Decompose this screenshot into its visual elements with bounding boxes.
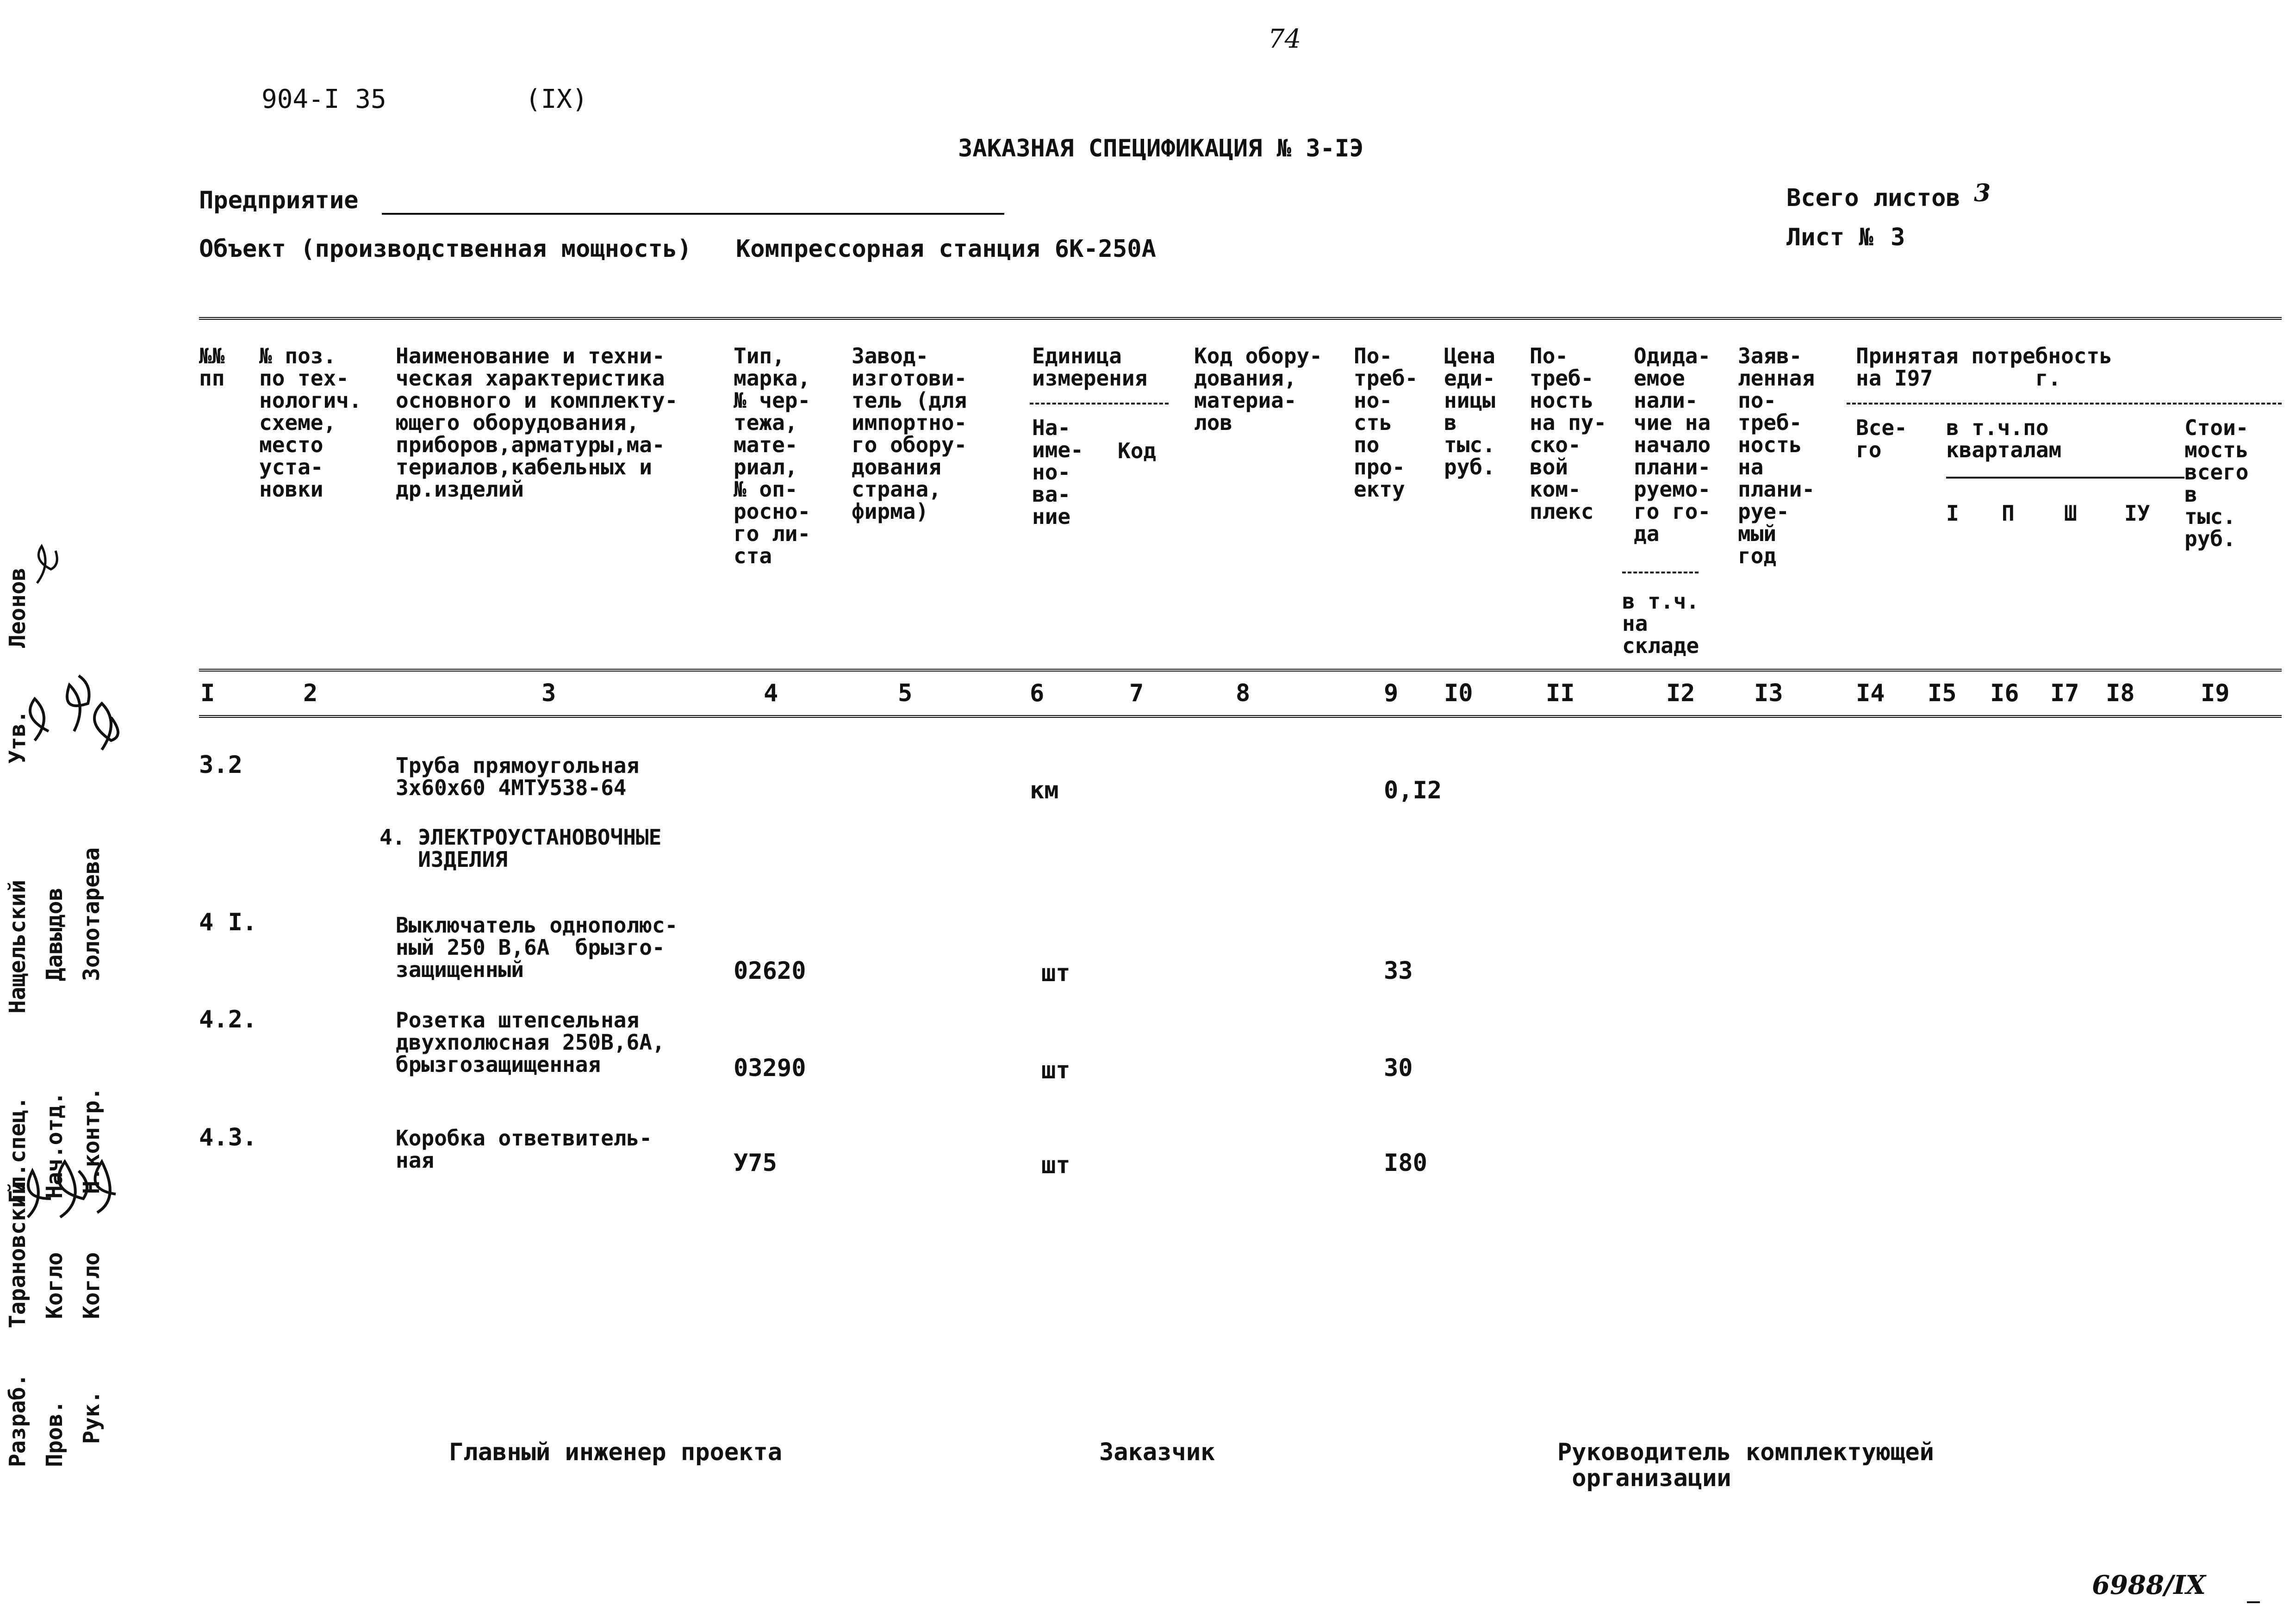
col-header-q1: I xyxy=(1946,501,1959,526)
accepted-group-rule xyxy=(1847,403,2282,404)
col-number-9: 9 xyxy=(1384,679,1399,707)
row-qty: 30 xyxy=(1384,1054,1413,1082)
col-header-10: Цена еди- ницы в тыс. руб. xyxy=(1444,343,1495,479)
stamp-role-approved: Утв. xyxy=(5,710,31,764)
stamp-name-checked: Когло xyxy=(42,1252,68,1319)
col-header-8: Код обору- дования, материа- лов xyxy=(1194,343,1322,435)
col-header-5: Завод- изготови- тель (для импортно- го обору- дования страна, фирма) xyxy=(852,343,967,524)
col-header-7: Код xyxy=(1118,438,1157,463)
document-part: (IX) xyxy=(525,84,588,114)
table-header-rule xyxy=(199,669,2282,672)
col-header-19: Стои- мость всего в тыс. руб. xyxy=(2184,415,2249,551)
row-type: 02620 xyxy=(734,957,806,985)
section-heading: 4. ЭЛЕКТРОУСТАНОВОЧНЫЕ ИЗДЕЛИЯ xyxy=(380,825,662,872)
stamp-role-chief-spec: Гл.спец. xyxy=(5,1096,31,1203)
row-number: 4.2. xyxy=(199,1006,257,1033)
stamp-role-checked: Пров. xyxy=(42,1400,68,1467)
stock-subrule xyxy=(1622,572,1699,573)
chief-engineer-label: Главный инженер проекта xyxy=(449,1438,783,1466)
col-number-10: I0 xyxy=(1444,679,1473,707)
stamp-name-chief-spec: Нащельский xyxy=(5,880,31,1014)
col-header-6: На- име- но- ва- ние xyxy=(1032,415,1083,529)
object-label: Объект (производственная мощность) xyxy=(199,235,692,263)
sheet-label: Лист № xyxy=(1786,224,1873,251)
document-code: 904-I 35 xyxy=(261,84,386,114)
stamp-name-approved: Леонов xyxy=(5,567,31,648)
col-number-17: I7 xyxy=(2050,679,2079,707)
col-number-2: 2 xyxy=(303,679,318,707)
row-unit: шт xyxy=(1041,959,1070,987)
signature-scribbles xyxy=(9,532,130,1388)
object-value: Компрессорная станция 6К-250А xyxy=(736,235,1156,263)
stamp-role-dept-head: Нач.отд. xyxy=(42,1091,68,1199)
sheet-value: 3 xyxy=(1891,224,1905,251)
enterprise-underline xyxy=(382,213,1004,215)
unit-group-rule xyxy=(1030,403,1169,404)
document-title: ЗАКАЗНАЯ СПЕЦИФИКАЦИЯ № 3-IЭ xyxy=(958,135,1364,162)
col-header-unit-group: Единица измерения xyxy=(1032,343,1148,391)
row-unit: шт xyxy=(1041,1151,1070,1179)
col-number-18: I8 xyxy=(2106,679,2135,707)
col-header-13: Заяв- ленная по- треб- ность на плани- руе- мый год xyxy=(1738,343,1815,568)
corner-mark xyxy=(2247,1601,2260,1603)
col-header-12-sub: в т.ч. на складе xyxy=(1622,589,1699,658)
row-number: 4.3. xyxy=(199,1124,257,1151)
row-name: Розетка штепсельная двухполюсная 250В,6А, брызгозащищенная xyxy=(396,1008,665,1077)
col-number-8: 8 xyxy=(1236,679,1251,707)
col-number-16: I6 xyxy=(1990,679,2019,707)
col-number-5: 5 xyxy=(898,679,913,707)
col-number-3: 3 xyxy=(541,679,556,707)
col-header-1: №№ пп xyxy=(199,343,225,391)
row-type: 03290 xyxy=(734,1054,806,1082)
col-header-q3: Ш xyxy=(2064,501,2077,526)
col-header-12: Одида- емое нали- чие на начало плани- руемо- го го- да xyxy=(1634,343,1711,546)
stamp-name-norm-control: Золотарева xyxy=(79,847,105,981)
row-number: 3.2 xyxy=(199,751,243,779)
row-number: 4 I. xyxy=(199,908,257,936)
col-number-15: I5 xyxy=(1928,679,1957,707)
row-qty: I80 xyxy=(1384,1149,1427,1177)
total-sheets-value: 3 xyxy=(1974,179,1991,207)
col-header-3: Наименование и техни- ческая характеристика основного и комплекту- ющего оборудования, приборов,арматуры,ма- териалов,кабельных и др.изделий xyxy=(396,343,678,502)
col-number-6: 6 xyxy=(1030,679,1045,707)
total-sheets-label: Всего листов xyxy=(1786,184,1960,212)
stamp-role-developed: Разраб. xyxy=(5,1373,31,1467)
quarters-rule xyxy=(1946,477,2184,479)
column-numbers-rule xyxy=(199,715,2282,718)
page-number: 74 xyxy=(1268,24,1301,54)
col-number-4: 4 xyxy=(764,679,778,707)
col-header-quarters-group: в т.ч.по кварталам xyxy=(1946,415,2062,462)
col-header-14: Все- го xyxy=(1856,415,1907,462)
col-header-9: По- треб- но- сть по про- екту xyxy=(1354,343,1418,502)
col-header-q4: IУ xyxy=(2124,501,2150,526)
col-number-11: II xyxy=(1546,679,1575,707)
col-header-accepted-group: Принятая потребность на I97 г. xyxy=(1856,343,2112,391)
row-name: Выключатель однополюс- ный 250 В,6А брызго- защищенный xyxy=(396,913,678,982)
stamp-role-norm-control: Н.контр. xyxy=(79,1087,105,1194)
stamp-name-head: Когло xyxy=(79,1252,105,1319)
col-number-12: I2 xyxy=(1666,679,1695,707)
row-name: Коробка ответвитель- ная xyxy=(396,1126,652,1173)
col-header-4: Тип, марка, № чер- тежа, мате- риал, № оп- росно- го ли- ста xyxy=(734,343,811,568)
col-number-13: I3 xyxy=(1754,679,1783,707)
stamp-name-dept-head: Давыдов xyxy=(42,887,68,981)
enterprise-label: Предприятие xyxy=(199,187,359,214)
col-number-1: I xyxy=(200,679,215,707)
row-name: Труба прямоугольная 3х60х60 4МТУ538-64 xyxy=(396,753,640,800)
row-qty: 0,I2 xyxy=(1384,777,1442,804)
row-qty: 33 xyxy=(1384,957,1413,985)
row-unit: шт xyxy=(1041,1057,1070,1084)
supplier-head-label: Руководитель комплектующей организации xyxy=(1557,1438,1934,1492)
col-header-2: № поз. по тех- нологич. схеме, место уста- новки xyxy=(259,343,362,502)
col-number-14: I4 xyxy=(1856,679,1885,707)
stamp-name-developed: Тарановский xyxy=(5,1181,31,1328)
archive-number: 6988/IX xyxy=(2092,1570,2206,1600)
row-type: У75 xyxy=(734,1149,777,1177)
col-number-7: 7 xyxy=(1129,679,1144,707)
col-number-19: I9 xyxy=(2201,679,2230,707)
table-top-rule xyxy=(199,317,2282,320)
row-unit: км xyxy=(1030,777,1059,804)
stamp-role-head: Рук. xyxy=(79,1390,105,1444)
customer-label: Заказчик xyxy=(1099,1438,1215,1466)
col-header-q2: П xyxy=(2002,501,2015,526)
col-header-11: По- треб- ность на пу- ско- вой ком- плекс xyxy=(1530,343,1607,524)
